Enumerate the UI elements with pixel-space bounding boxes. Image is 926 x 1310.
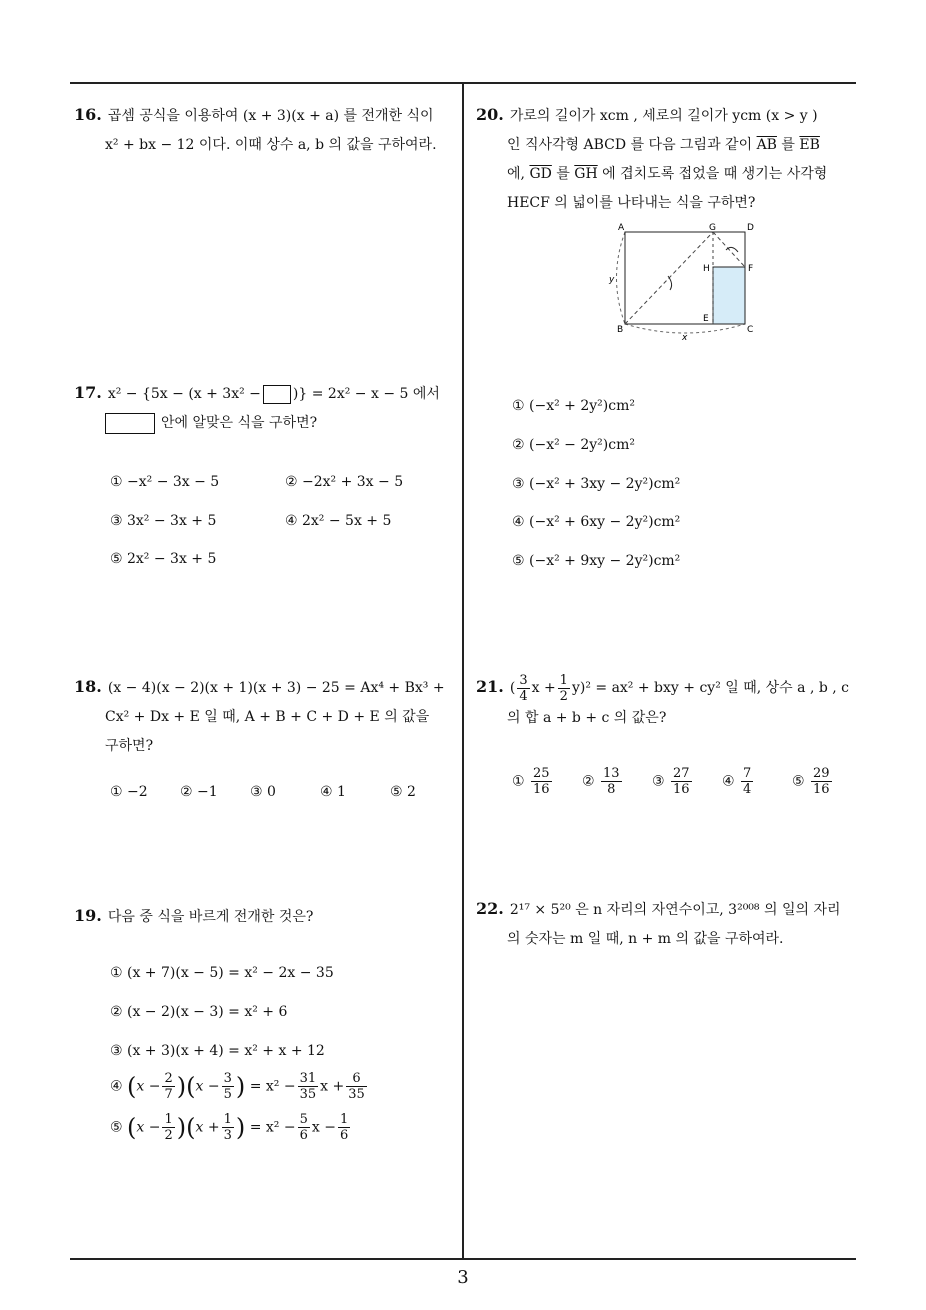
question-text-line: 의 숫자는 m 일 때, n + m 의 값을 구하여라. xyxy=(507,931,784,947)
answer-option-5[interactable]: ⑤ (x − $\frac{1}{2}$ )(x + $\frac{1}{3}$ ) = x² − $\frac{5}{6}$ x − $\frac{1}{6}$ xyxy=(110,1112,349,1143)
question-20 xyxy=(476,100,860,218)
question-text: 안에 알맞은 식을 구하면? xyxy=(161,415,318,431)
numerator: 3 xyxy=(223,1071,232,1086)
question-text: y)² = ax² + bxy + cy² 일 때, 상수 a , b , c xyxy=(571,680,850,696)
question-text: 를 xyxy=(556,166,570,182)
option-label: ④ xyxy=(110,1078,123,1095)
denominator: 5 xyxy=(223,1087,232,1102)
fraction xyxy=(811,766,832,797)
expression-text: x + xyxy=(320,1078,345,1095)
question-text-line: (x − 4)(x − 2)(x + 1)(x + 3) − 25 = Ax⁴ + Bx³ + xyxy=(107,680,445,696)
label-a: A xyxy=(618,223,625,233)
numerator: 13 xyxy=(603,766,620,781)
expression-text: x − xyxy=(311,1119,336,1136)
label-b: B xyxy=(617,325,624,335)
question-17 xyxy=(74,378,456,438)
denominator: 2 xyxy=(559,688,568,704)
fold-line-gf xyxy=(713,232,745,267)
numerator: 25 xyxy=(533,766,550,781)
option-label: ⑤ xyxy=(110,1119,123,1136)
fraction xyxy=(222,1112,234,1143)
fraction xyxy=(298,1112,310,1143)
expression-text: = x² − xyxy=(249,1078,296,1095)
question-text-line: 곱셈 공식을 이용하여 (x + 3)(x + a) 를 전개한 식이 xyxy=(107,108,434,124)
label-x: x xyxy=(682,333,688,343)
answer-option[interactable] xyxy=(792,766,834,797)
question-text: ( xyxy=(509,680,516,696)
answer-option[interactable] xyxy=(652,766,694,797)
denominator: 4 xyxy=(519,688,528,704)
answer-option[interactable]: ⑤ 2x² − 3x + 5 xyxy=(110,551,217,567)
question-number: 21. xyxy=(476,677,504,696)
denominator: 6 xyxy=(339,1128,349,1143)
answer-option[interactable]: ② (x − 2)(x − 3) = x² + 6 xyxy=(110,1004,288,1020)
denominator: 7 xyxy=(164,1087,173,1102)
blank-box xyxy=(263,385,291,404)
question-text-line: 가로의 길이가 xcm , 세로의 길이가 ycm (x > y ) xyxy=(509,108,818,124)
question-text-line: Cx² + Dx + E 일 때, A + B + C + D + E 의 값을 xyxy=(105,709,430,725)
page-number: 3 xyxy=(457,1267,469,1288)
question-text: x² − {5x − (x + 3x² − xyxy=(107,386,261,402)
folding-rectangle-figure xyxy=(600,218,770,344)
answer-option[interactable]: ④ (−x² + 6xy − 2y²)cm² xyxy=(512,514,681,530)
label-c: C xyxy=(747,325,754,335)
answer-option[interactable]: ③ 3x² − 3x + 5 xyxy=(110,513,217,529)
answer-option[interactable] xyxy=(582,766,624,797)
fraction xyxy=(338,1112,350,1143)
segment-label: $\overline{EB}$ xyxy=(799,137,820,153)
question-text-line: 의 합 a + b + c 의 값은? xyxy=(507,709,667,726)
answer-option[interactable]: ③ (−x² + 3xy − 2y²)cm² xyxy=(512,476,681,492)
denominator: 2 xyxy=(164,1128,173,1143)
answer-option[interactable]: ② −2x² + 3x − 5 xyxy=(285,474,404,490)
denominator: 16 xyxy=(533,782,550,797)
question-text: 를 xyxy=(781,137,795,153)
option-label: ⑤ xyxy=(792,773,805,790)
question-number: 19. xyxy=(74,906,102,925)
fraction xyxy=(601,766,622,797)
denominator: 6 xyxy=(299,1128,308,1143)
question-text: 다음 중 식을 바르게 전개한 것은? xyxy=(107,909,314,925)
numerator: 1 xyxy=(164,1112,173,1127)
label-e: E xyxy=(703,314,709,324)
column-divider xyxy=(462,83,464,1260)
question-18 xyxy=(74,672,456,761)
label-d: D xyxy=(747,223,754,233)
question-number: 17. xyxy=(74,383,102,402)
fraction xyxy=(531,766,552,797)
answer-option[interactable]: ① (x + 7)(x − 5) = x² − 2x − 35 xyxy=(110,965,334,981)
segment-label: $\overline{GH}$ xyxy=(574,166,598,182)
bottom-rule xyxy=(70,1258,856,1260)
question-text-line: x² + bx − 12 이다. 이때 상수 a, b 의 값을 구하여라. xyxy=(105,137,437,153)
denominator: 35 xyxy=(299,1087,317,1102)
numerator: 29 xyxy=(813,766,830,781)
blank-box xyxy=(105,413,155,434)
question-number: 18. xyxy=(74,677,102,696)
question-number: 16. xyxy=(74,105,102,124)
numerator: 31 xyxy=(299,1071,317,1086)
question-22 xyxy=(476,894,860,954)
fraction xyxy=(222,1071,234,1102)
answer-option[interactable]: ③ (x + 3)(x + 4) = x² + x + 12 xyxy=(110,1043,325,1059)
answer-option[interactable]: ② (−x² − 2y²)cm² xyxy=(512,437,635,453)
answer-option[interactable] xyxy=(722,766,755,797)
question-number: 20. xyxy=(476,105,504,124)
numerator: 27 xyxy=(673,766,690,781)
option-label: ③ xyxy=(652,773,665,790)
question-text: )} = 2x² − x − 5 에서 xyxy=(292,386,440,402)
question-21 xyxy=(476,672,860,733)
fraction xyxy=(517,673,529,704)
numerator: 1 xyxy=(559,672,568,688)
segment-label: $\overline{AB}$ xyxy=(756,137,777,153)
question-text-line: 구하면? xyxy=(105,738,154,754)
answer-option-4[interactable]: ④ (x − $\frac{2}{7}$ )(x − $\frac{3}{5}$ ) = x² − $\frac{31}{35}$ x + $\frac{6}{35}$ xyxy=(110,1071,365,1102)
question-text-line: HECF 의 넓이를 나타내는 식을 구하면? xyxy=(507,195,756,211)
question-text: 에, xyxy=(507,166,525,182)
fraction xyxy=(162,1112,174,1143)
expression-text: = x² − xyxy=(249,1119,296,1136)
shaded-rectangle-hecf xyxy=(713,267,745,324)
fold-arc-left xyxy=(617,232,626,324)
angle-mark xyxy=(726,247,738,252)
denominator: 3 xyxy=(223,1128,232,1143)
fraction xyxy=(558,673,570,704)
numerator: 3 xyxy=(519,672,528,688)
option-label: ④ xyxy=(722,773,735,790)
numerator: 7 xyxy=(743,766,752,781)
answer-option[interactable]: ③ 0 xyxy=(250,784,276,800)
numerator: 6 xyxy=(346,1071,367,1087)
denominator: 16 xyxy=(813,782,830,797)
question-text: x + xyxy=(531,680,556,696)
question-text: 인 직사각형 ABCD 를 다음 그림과 같이 xyxy=(507,137,753,153)
fold-arc-bottom xyxy=(625,324,745,333)
answer-option[interactable]: ① (−x² + 2y²)cm² xyxy=(512,398,635,414)
answer-option[interactable]: ② −1 xyxy=(180,784,218,800)
fraction xyxy=(346,1071,367,1102)
fraction xyxy=(741,766,753,797)
answer-option[interactable]: ⑤ (−x² + 9xy − 2y²)cm² xyxy=(512,553,681,569)
answer-option[interactable] xyxy=(512,766,554,797)
answer-option[interactable]: ④ 1 xyxy=(320,784,346,800)
numerator: 1 xyxy=(339,1112,349,1127)
numerator: 5 xyxy=(299,1112,308,1127)
question-number: 22. xyxy=(476,899,504,918)
fraction xyxy=(298,1071,319,1102)
question-19 xyxy=(74,901,456,932)
numerator: 1 xyxy=(223,1112,232,1127)
question-text: 에 겹치도록 접었을 때 생기는 사각형 xyxy=(602,166,828,182)
label-f: F xyxy=(748,264,754,274)
label-h: H xyxy=(703,264,710,274)
fraction xyxy=(671,766,692,797)
option-label: ② xyxy=(582,773,595,790)
answer-option[interactable]: ④ 2x² − 5x + 5 xyxy=(285,513,392,529)
question-16 xyxy=(74,100,456,160)
fraction xyxy=(162,1071,174,1102)
option-label: ① xyxy=(512,773,525,790)
denominator: 35 xyxy=(348,1087,365,1102)
label-g: G xyxy=(709,223,716,233)
segment-label: $\overline{GD}$ xyxy=(529,166,552,182)
label-y: y xyxy=(609,275,615,285)
denominator: 4 xyxy=(743,782,752,797)
denominator: 8 xyxy=(607,782,616,797)
denominator: 16 xyxy=(673,782,690,797)
numerator: 2 xyxy=(164,1071,173,1086)
question-text-line: 2¹⁷ × 5²⁰ 은 n 자리의 자연수이고, 3²⁰⁰⁸ 의 일의 자리 xyxy=(509,902,841,918)
answer-option[interactable]: ⑤ 2 xyxy=(390,784,416,800)
answer-option[interactable]: ① −2 xyxy=(110,784,148,800)
answer-option[interactable]: ① −x² − 3x − 5 xyxy=(110,474,220,490)
